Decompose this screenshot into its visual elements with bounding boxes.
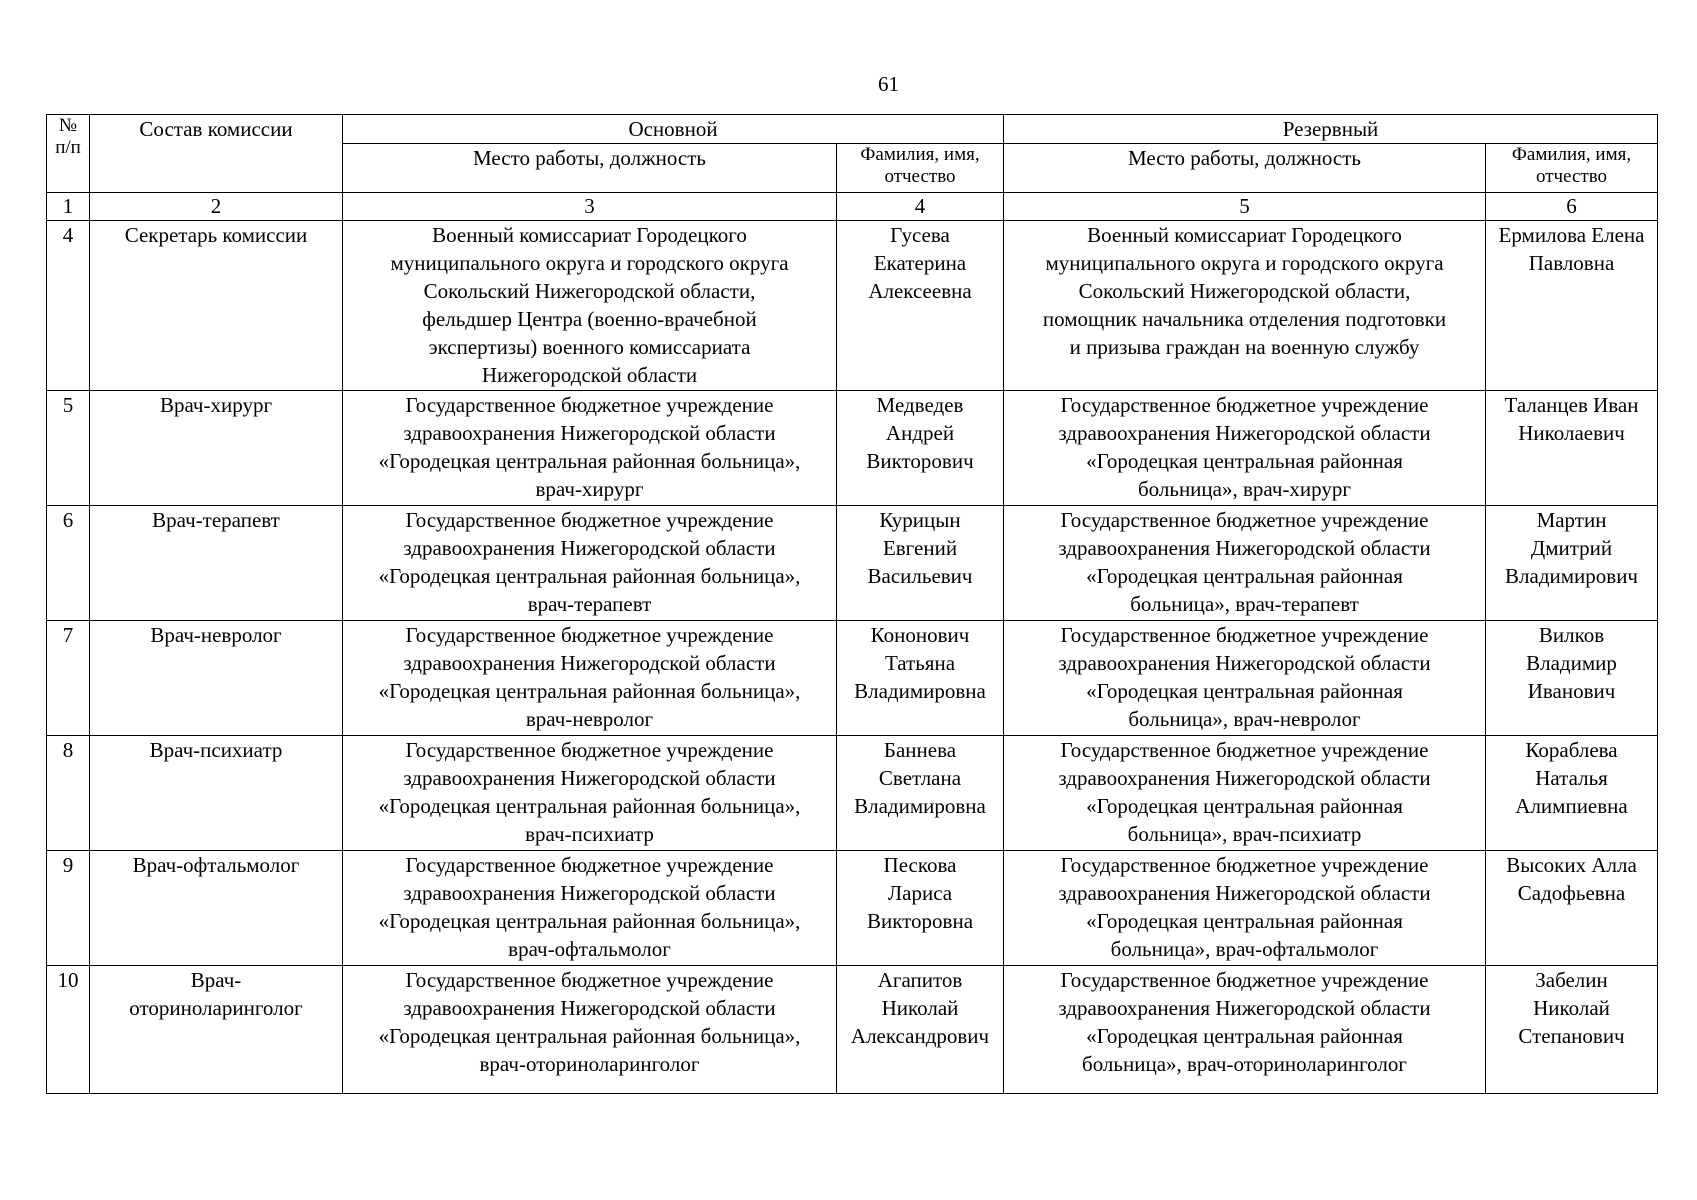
row-num: 8 <box>47 736 90 851</box>
row-main-workplace: Государственное бюджетное учреждение здравоохранения Нижегородской области «Городецкая центральная районная больница», врач-терапевт <box>343 506 837 621</box>
row-main-workplace: Государственное бюджетное учреждение здравоохранения Нижегородской области «Городецкая центральная районная больница», врач-психиатр <box>343 736 837 851</box>
table-row <box>47 966 1658 1094</box>
table-body <box>47 193 1658 1094</box>
row-role: Врач-хирург <box>90 391 343 506</box>
row-main-name: Пескова Лариса Викторовна <box>837 851 1004 966</box>
column-number: 5 <box>1004 193 1486 221</box>
row-role: Врач- оториноларинголог <box>90 966 343 1094</box>
header-num: № п/п <box>47 115 90 193</box>
header-reserve-group: Резервный <box>1004 115 1658 144</box>
table-row <box>47 506 1658 621</box>
row-reserve-name: Вилков Владимир Иванович <box>1486 621 1658 736</box>
column-number: 1 <box>47 193 90 221</box>
row-main-workplace: Государственное бюджетное учреждение здравоохранения Нижегородской области «Городецкая центральная районная больница», врач-оториноларинголог <box>343 966 837 1094</box>
table-row <box>47 221 1658 391</box>
table-row <box>47 621 1658 736</box>
column-number-row <box>47 193 1658 221</box>
row-main-workplace: Государственное бюджетное учреждение здравоохранения Нижегородской области «Городецкая центральная районная больница», врач-хирург <box>343 391 837 506</box>
row-num: 6 <box>47 506 90 621</box>
column-number: 3 <box>343 193 837 221</box>
row-role: Врач-невролог <box>90 621 343 736</box>
row-reserve-name: Мартин Дмитрий Владимирович <box>1486 506 1658 621</box>
row-reserve-workplace: Государственное бюджетное учреждение здравоохранения Нижегородской области «Городецкая центральная районная больница», врач-терапевт <box>1004 506 1486 621</box>
row-main-name: Баннева Светлана Владимировна <box>837 736 1004 851</box>
row-main-workplace: Военный комиссариат Городецкого муниципального округа и городского округа Сокольский Нижегородской области, фельдшер Центра (военно-врачебной экспертизы) военного комиссариата Нижегородской области <box>343 221 837 391</box>
row-main-workplace: Государственное бюджетное учреждение здравоохранения Нижегородской области «Городецкая центральная районная больница», врач-невролог <box>343 621 837 736</box>
header-main-group: Основной <box>343 115 1004 144</box>
page-number: 61 <box>878 72 899 96</box>
row-main-name: Курицын Евгений Васильевич <box>837 506 1004 621</box>
row-num: 7 <box>47 621 90 736</box>
row-role: Врач-терапевт <box>90 506 343 621</box>
row-reserve-workplace: Государственное бюджетное учреждение здравоохранения Нижегородской области «Городецкая центральная районная больница», врач-оториноларинголог <box>1004 966 1486 1094</box>
row-main-name: Медведев Андрей Викторович <box>837 391 1004 506</box>
row-reserve-workplace: Государственное бюджетное учреждение здравоохранения Нижегородской области «Городецкая центральная районная больница», врач-офтальмолог <box>1004 851 1486 966</box>
table-header <box>47 115 1658 193</box>
header-reserve-workplace: Место работы, должность <box>1004 144 1486 193</box>
header-main-name: Фамилия, имя, отчество <box>837 144 1004 193</box>
row-num: 10 <box>47 966 90 1094</box>
column-number: 2 <box>90 193 343 221</box>
row-reserve-workplace: Военный комиссариат Городецкого муниципального округа и городского округа Сокольский Нижегородской области, помощник начальника отделения подготовки и призыва граждан на военную службу <box>1004 221 1486 391</box>
row-main-workplace: Государственное бюджетное учреждение здравоохранения Нижегородской области «Городецкая центральная районная больница», врач-офтальмолог <box>343 851 837 966</box>
row-role: Секретарь комиссии <box>90 221 343 391</box>
row-num: 5 <box>47 391 90 506</box>
header-row-top <box>47 115 1658 144</box>
row-reserve-workplace: Государственное бюджетное учреждение здравоохранения Нижегородской области «Городецкая центральная районная больница», врач-психиатр <box>1004 736 1486 851</box>
row-role: Врач-офтальмолог <box>90 851 343 966</box>
row-reserve-name: Ермилова Елена Павловна <box>1486 221 1658 391</box>
row-main-name: Гусева Екатерина Алексеевна <box>837 221 1004 391</box>
header-composition: Состав комиссии <box>90 115 343 193</box>
header-reserve-name: Фамилия, имя, отчество <box>1486 144 1658 193</box>
table-row <box>47 391 1658 506</box>
row-reserve-name: Забелин Николай Степанович <box>1486 966 1658 1094</box>
column-number: 4 <box>837 193 1004 221</box>
row-role: Врач-психиатр <box>90 736 343 851</box>
row-num: 4 <box>47 221 90 391</box>
row-reserve-workplace: Государственное бюджетное учреждение здравоохранения Нижегородской области «Городецкая центральная районная больница», врач-хирург <box>1004 391 1486 506</box>
row-num: 9 <box>47 851 90 966</box>
row-reserve-name: Высоких Алла Садофьевна <box>1486 851 1658 966</box>
row-main-name: Агапитов Николай Александрович <box>837 966 1004 1094</box>
header-main-workplace: Место работы, должность <box>343 144 837 193</box>
table-row <box>47 736 1658 851</box>
row-main-name: Кононович Татьяна Владимировна <box>837 621 1004 736</box>
row-reserve-workplace: Государственное бюджетное учреждение здравоохранения Нижегородской области «Городецкая центральная районная больница», врач-невролог <box>1004 621 1486 736</box>
column-number: 6 <box>1486 193 1658 221</box>
commission-table <box>46 114 1658 1094</box>
row-reserve-name: Кораблева Наталья Алимпиевна <box>1486 736 1658 851</box>
table-row <box>47 851 1658 966</box>
row-reserve-name: Таланцев Иван Николаевич <box>1486 391 1658 506</box>
